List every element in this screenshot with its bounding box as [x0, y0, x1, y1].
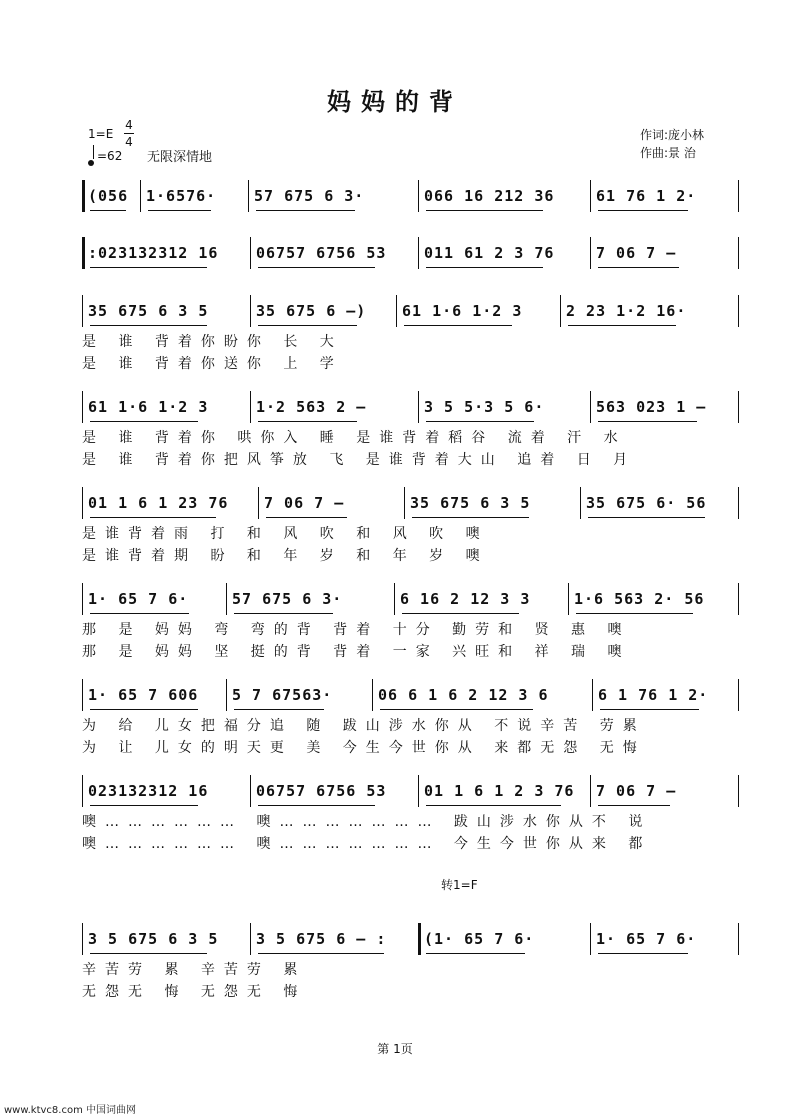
beam-line: [90, 210, 126, 211]
quarter-note-icon: [88, 160, 94, 166]
barline: [248, 180, 249, 212]
lyric-line: 噢……………… 噢………………… 跋山涉水你从不 说: [82, 814, 652, 830]
barline: [418, 775, 419, 807]
barline: [560, 295, 561, 327]
composer: 作曲:景 治: [640, 146, 696, 160]
measure: 1· 65 7 6·: [596, 930, 697, 948]
lyric-line: 是 谁 背着你把风筝放 飞 是谁背着大山 追着 日 月: [82, 452, 637, 468]
beam-line: [90, 805, 198, 806]
beam-line: [402, 613, 519, 614]
beam-line: [266, 517, 347, 518]
meter-top: 4: [125, 118, 133, 132]
barline: [590, 180, 591, 212]
measure: 01 1 6 1 23 76: [88, 494, 229, 512]
beam-line: [258, 325, 357, 326]
barline: [568, 583, 569, 615]
barline: [590, 237, 591, 269]
beam-line: [380, 709, 533, 710]
measure: 7 06 7 –: [264, 494, 345, 512]
beam-line: [258, 805, 375, 806]
measure: 1·6 563 2· 56: [574, 590, 705, 608]
measure: 3 5 675 6 – :: [256, 930, 387, 948]
measure: 57 675 6 3·: [232, 590, 343, 608]
credits: [640, 126, 704, 162]
lyric-line: 是 谁 背着你 哄你入 睡 是谁背着稻谷 流着 汗 水: [82, 430, 627, 446]
barline: [394, 583, 395, 615]
measure: 57 675 6 3·: [254, 187, 365, 205]
beam-line: [576, 613, 693, 614]
beam-line: [426, 805, 561, 806]
barline: [82, 295, 83, 327]
barline: [82, 487, 83, 519]
measure: 066 16 212 36: [424, 187, 555, 205]
barline: [250, 923, 251, 955]
lyric-line: 为 给 儿女把福分追 随 跋山涉水你从 不说辛苦 劳累: [82, 718, 646, 734]
beam-line: [588, 517, 705, 518]
lyric-line: 无怨无 悔 无怨无 悔: [82, 984, 307, 1000]
barline: [738, 923, 739, 955]
measure: 563 023 1 –: [596, 398, 707, 416]
barline: [418, 180, 419, 212]
barline: [404, 487, 405, 519]
measure: 61 76 1 2·: [596, 187, 697, 205]
beam-line: [234, 613, 333, 614]
barline: [82, 679, 83, 711]
barline: [590, 391, 591, 423]
beam-line: [90, 613, 189, 614]
barline: [738, 487, 739, 519]
lyric-line: 噢……………… 噢………………… 今生今世你从来 都: [82, 836, 652, 852]
beam-line: [258, 953, 384, 954]
measure: 3 5 5·3 5 6·: [424, 398, 545, 416]
beam-line: [90, 267, 207, 268]
beam-line: [256, 210, 355, 211]
measure: 1·2 563 2 –: [256, 398, 367, 416]
barline: [738, 391, 739, 423]
measure: 6 16 2 12 3 3: [400, 590, 531, 608]
page-number: 第 1页: [377, 1042, 413, 1056]
lyric-line: 辛苦劳 累 辛苦劳 累: [82, 962, 307, 978]
watermark: www.ktvc8.com 中国词曲网: [4, 1105, 137, 1116]
barline: [250, 391, 251, 423]
measure: 1· 65 7 6·: [88, 590, 189, 608]
measure: 35 675 6 3 5: [88, 302, 209, 320]
beam-line: [404, 325, 512, 326]
barline: [250, 775, 251, 807]
barline: [250, 295, 251, 327]
beam-line: [598, 953, 688, 954]
measure: 011 61 2 3 76: [424, 244, 555, 262]
lyric-line: 是谁背着期 盼 和 年 岁 和 年 岁 噢: [82, 548, 489, 564]
beam-line: [412, 517, 529, 518]
barline: [250, 237, 251, 269]
barline: [82, 775, 83, 807]
barline: [592, 679, 593, 711]
measure: (056: [88, 187, 129, 205]
measure: 1·6576·: [146, 187, 217, 205]
measure: 5 7 67563·: [232, 686, 333, 704]
barline: [82, 923, 83, 955]
beam-line: [598, 421, 697, 422]
song-title: 妈妈的背: [327, 87, 463, 116]
barline: [82, 391, 83, 423]
beam-line: [90, 953, 207, 954]
measure: 61 1·6 1·2 3: [88, 398, 209, 416]
beam-line: [148, 210, 211, 211]
beam-line: [568, 325, 676, 326]
barline: [590, 775, 591, 807]
beam-line: [598, 210, 688, 211]
barline: [418, 391, 419, 423]
meter-bottom: 4: [125, 135, 133, 149]
barline: [82, 180, 85, 212]
barline: [738, 583, 739, 615]
barline: [580, 487, 581, 519]
measure: 35 675 6· 56: [586, 494, 707, 512]
tempo-marking: [88, 146, 122, 163]
barline: [590, 923, 591, 955]
barline: [738, 295, 739, 327]
measure: 06 6 1 6 2 12 3 6: [378, 686, 549, 704]
barline: [738, 679, 739, 711]
beam-line: [90, 517, 216, 518]
measure: 023132312 16: [88, 782, 209, 800]
measure: 61 1·6 1·2 3: [402, 302, 523, 320]
key-signature: 1=E: [88, 127, 114, 141]
barline: [418, 923, 421, 955]
beam-line: [426, 421, 534, 422]
barline: [396, 295, 397, 327]
beam-line: [258, 267, 375, 268]
measure: 7 06 7 –: [596, 782, 677, 800]
measure: 3 5 675 6 3 5: [88, 930, 219, 948]
measure: 06757 6756 53: [256, 782, 387, 800]
barline: [226, 679, 227, 711]
tempo-value: =62: [97, 149, 123, 163]
measure: 35 675 6 –): [256, 302, 367, 320]
measure: :023132312 16: [88, 244, 219, 262]
beam-line: [426, 953, 525, 954]
measure: 6 1 76 1 2·: [598, 686, 709, 704]
lyric-line: 那 是 妈妈 坚 挺的背 背着 一家 兴旺和 祥 瑞 噢: [82, 644, 631, 660]
lyric-line: 是 谁 背着你盼你 长 大: [82, 334, 343, 350]
lyric-line: 是 谁 背着你送你 上 学: [82, 356, 343, 372]
beam-line: [90, 325, 207, 326]
beam-line: [600, 709, 699, 710]
beam-line: [598, 805, 670, 806]
beam-line: [234, 709, 324, 710]
measure: 01 1 6 1 2 3 76: [424, 782, 575, 800]
measure: 1· 65 7 606: [88, 686, 199, 704]
lyric-line: 是谁背着雨 打 和 风 吹 和 风 吹 噢: [82, 526, 489, 542]
measure: (1· 65 7 6·: [424, 930, 535, 948]
expression-marking: 无限深情地: [147, 150, 213, 165]
lyric-line: 为 让 儿女的明天更 美 今生今世你从 来都无怨 无悔: [82, 740, 646, 756]
barline: [226, 583, 227, 615]
barline: [82, 583, 83, 615]
time-signature: [124, 118, 134, 149]
barline: [738, 180, 739, 212]
barline: [738, 237, 739, 269]
barline: [372, 679, 373, 711]
barline: [738, 775, 739, 807]
beam-line: [258, 421, 357, 422]
measure: 35 675 6 3 5: [410, 494, 531, 512]
barline: [418, 237, 419, 269]
beam-line: [426, 267, 543, 268]
beam-line: [598, 267, 679, 268]
lyric-line: 那 是 妈妈 弯 弯的背 背着 十分 勤劳和 贤 惠 噢: [82, 622, 631, 638]
measure: 2 23 1·2 16·: [566, 302, 687, 320]
barline: [140, 180, 141, 212]
measure: 7 06 7 –: [596, 244, 677, 262]
beam-line: [90, 709, 198, 710]
lyricist: 作词:庞小林: [640, 128, 705, 142]
barline: [258, 487, 259, 519]
beam-line: [90, 421, 198, 422]
measure: 06757 6756 53: [256, 244, 387, 262]
barline: [82, 237, 85, 269]
modulation-mark: 转1=F: [441, 878, 478, 892]
beam-line: [426, 210, 543, 211]
